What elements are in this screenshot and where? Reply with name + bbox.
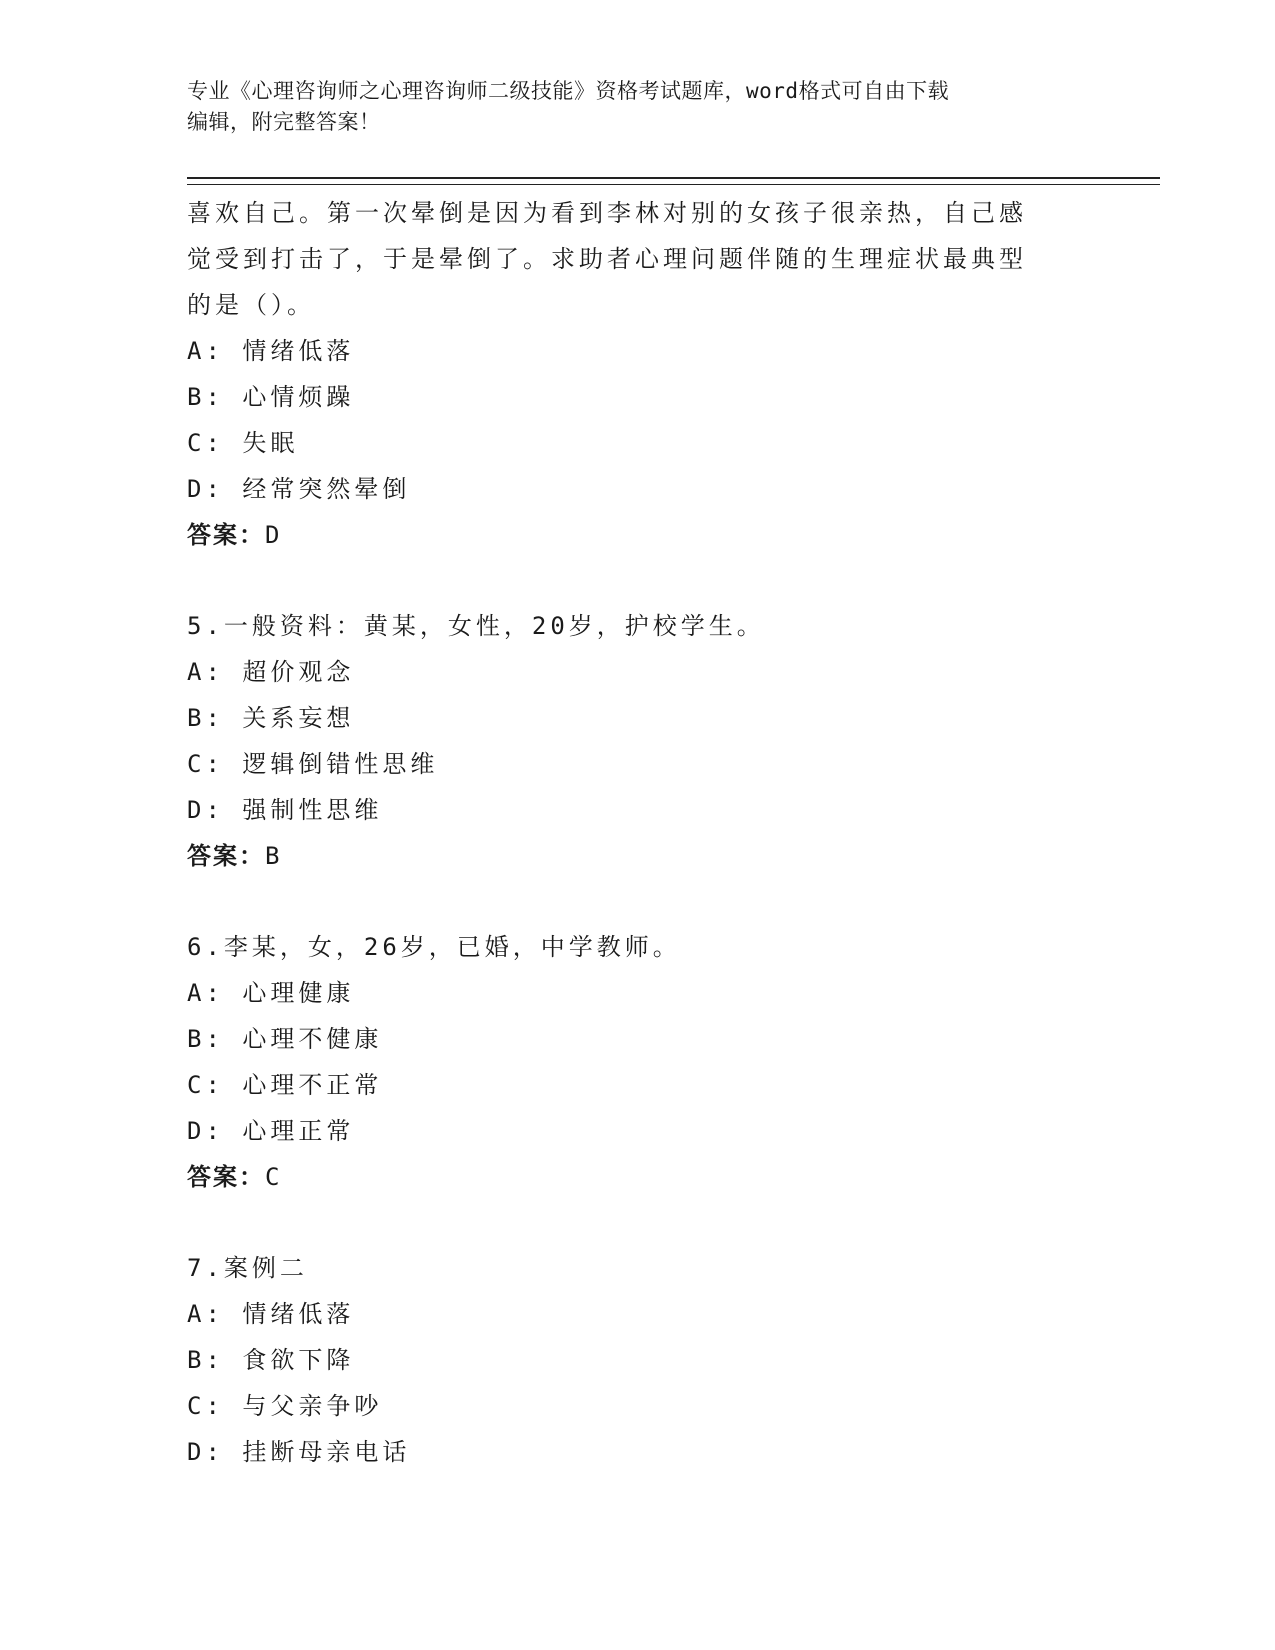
option-b: B: 心理不健康 <box>187 1025 383 1053</box>
question-stem-line: 的是（）。 <box>187 291 315 319</box>
option-c: C: 失眠 <box>187 429 299 457</box>
option-a: A: 情绪低落 <box>187 1300 355 1328</box>
question-stem-line: 觉受到打击了，于是晕倒了。求助者心理问题伴随的生理症状最典型 <box>187 245 1027 273</box>
answer-value: D <box>265 521 282 549</box>
spacer <box>187 558 1087 603</box>
question-list <box>187 190 1087 1475</box>
header-line-1: 专业《心理咨询师之心理咨询师二级技能》资格考试题库，word格式可自由下载 <box>187 79 950 103</box>
header-line-2: 编辑，附完整答案！ <box>187 110 381 134</box>
question-block-6 <box>187 924 1087 1200</box>
spacer <box>187 1200 1087 1245</box>
question-block-7 <box>187 1245 1087 1475</box>
option-a: A: 心理健康 <box>187 979 355 1007</box>
answer-value: B <box>265 842 282 870</box>
option-b: B: 心情烦躁 <box>187 383 355 411</box>
option-b: B: 关系妄想 <box>187 704 355 732</box>
question-stem-line: 喜欢自己。第一次晕倒是因为看到李林对别的女孩子很亲热，自己感 <box>187 199 1027 227</box>
header-rule-thick <box>187 177 1160 179</box>
option-d: D: 心理正常 <box>187 1117 355 1145</box>
option-c: C: 与父亲争吵 <box>187 1392 383 1420</box>
document-header <box>187 76 1067 138</box>
spacer <box>187 879 1087 924</box>
answer-label: 答案： <box>187 521 265 549</box>
question-block-5 <box>187 603 1087 879</box>
answer-label: 答案： <box>187 1163 265 1191</box>
answer-value: C <box>265 1163 282 1191</box>
answer-line <box>187 833 1087 879</box>
option-d: D: 强制性思维 <box>187 796 383 824</box>
option-c: C: 逻辑倒错性思维 <box>187 750 439 778</box>
question-block-continued <box>187 190 1087 558</box>
option-b: B: 食欲下降 <box>187 1346 355 1374</box>
answer-label: 答案： <box>187 842 265 870</box>
option-c: C: 心理不正常 <box>187 1071 383 1099</box>
question-stem: 6.李某，女，26岁，已婚，中学教师。 <box>187 933 681 961</box>
option-d: D: 经常突然晕倒 <box>187 475 411 503</box>
option-d: D: 挂断母亲电话 <box>187 1438 411 1466</box>
question-stem: 7.案例二 <box>187 1254 308 1282</box>
option-a: A: 情绪低落 <box>187 337 355 365</box>
answer-line <box>187 1154 1087 1200</box>
header-rule-thin <box>187 184 1160 185</box>
option-a: A: 超价观念 <box>187 658 355 686</box>
answer-line <box>187 512 1087 558</box>
question-stem: 5.一般资料：黄某，女性，20岁，护校学生。 <box>187 612 765 640</box>
